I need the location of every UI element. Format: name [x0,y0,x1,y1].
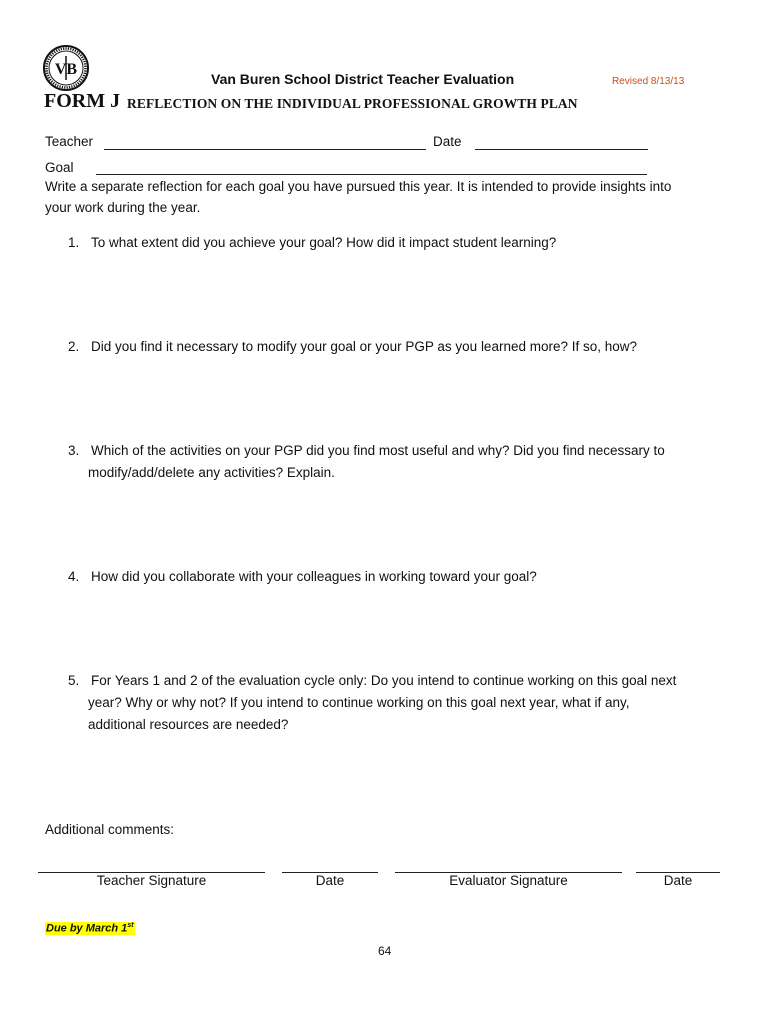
additional-comments-label: Additional comments: [45,822,175,837]
goal-label: Goal [45,160,74,175]
question-2 [68,336,718,358]
goal-field-line [96,174,647,175]
question-text-cont: year? Why or why not? If you intend to continue working on this goal next year, what if any, [88,695,630,710]
teacher-signature-label: Teacher Signature [96,873,207,888]
question-text: How did you collaborate with your colleagues in working toward your goal? [91,569,537,584]
date-field-line [475,149,648,150]
question-text-cont: modify/add/delete any activities? Explain. [88,465,335,480]
answer-area-4[interactable] [91,590,721,668]
due-superscript: st [127,922,134,929]
evaluator-date-label: Date [663,873,693,888]
question-number: 5. [68,673,80,688]
page-number: 64 [378,944,392,958]
teacher-field-line [104,149,426,150]
evaluator-signature-label: Evaluator Signature [449,873,568,888]
question-number: 4. [68,569,80,584]
school-seal-icon [43,45,89,91]
form-title: REFLECTION ON THE INDIVIDUAL PROFESSIONAL GROWTH PLAN [127,96,578,111]
revised-date: Revised 8/13/13 [612,76,685,87]
question-text: To what extent did you achieve your goal? How did it impact student learning? [91,235,557,250]
form-id: FORM J [44,90,121,112]
answer-area-5[interactable] [91,740,721,816]
question-1 [68,232,718,254]
question-text: For Years 1 and 2 of the evaluation cycle only: Do you intend to continue working on this goal next [91,673,677,688]
due-date-note [45,922,135,935]
question-text: Which of the activities on your PGP did you find most useful and why? Did you find necessary to [91,443,665,458]
due-text: Due by March 1 [46,922,128,935]
teacher-date-label: Date [315,873,345,888]
date-label: Date [433,134,462,149]
district-title: Van Buren School District Teacher Evaluation [211,71,515,87]
svg-text:VB: VB [54,61,78,78]
intro-text [45,176,725,218]
answer-area-3[interactable] [91,486,721,564]
question-3 [68,440,718,484]
teacher-label: Teacher [45,134,94,149]
question-number: 3. [68,443,80,458]
question-4 [68,566,718,588]
question-5 [68,670,718,736]
question-text: Did you find it necessary to modify your goal or your PGP as you learned more? If so, how? [91,339,638,354]
intro-line-2: your work during the year. [45,200,201,215]
question-number: 1. [68,235,80,250]
answer-area-1[interactable] [91,256,721,336]
answer-area-2[interactable] [91,360,721,440]
question-number: 2. [68,339,80,354]
question-text-cont: additional resources are needed? [88,717,289,732]
intro-line-1: Write a separate reflection for each goal you have pursued this year. It is intended to provide insights into [45,179,672,194]
